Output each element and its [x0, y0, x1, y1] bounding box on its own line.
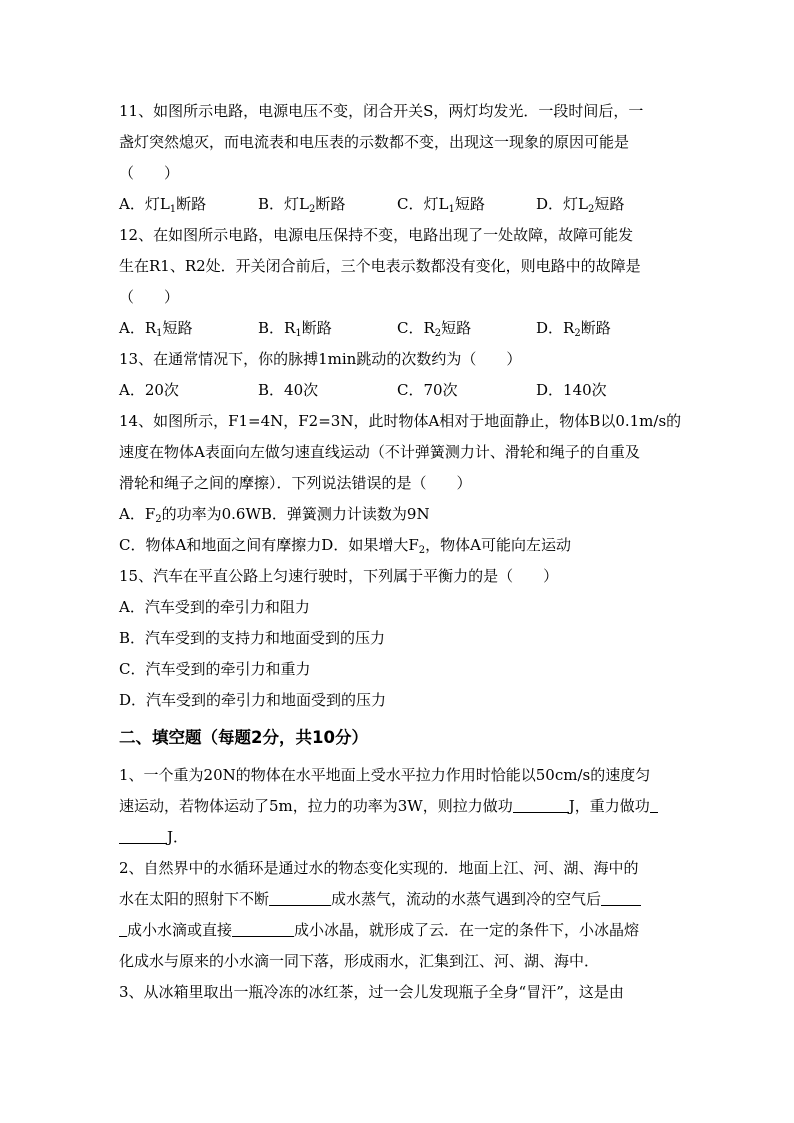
option-d: D．$R_2$断路 [536, 319, 611, 339]
question-text: 13、在通常情况下，你的脉搏1min跳动的次数约为（ ） [119, 350, 522, 368]
option-d: D．汽车受到的牵引力和地面受到的压力 [119, 691, 387, 709]
question-text: 速运动，若物体运动了5m，拉力的功率为3W，则拉力做功 J，重力做功 [119, 791, 679, 822]
question-text: 成小水滴或直接 成小冰晶，就形成了云．在一定的条件下，小冰晶熔 [119, 915, 679, 946]
question-text: 15、汽车在平直公路上匀速行驶时，下列属于平衡力的是（ ） [119, 567, 559, 585]
question-text: 生在R1、R2处．开关闭合前后，三个电表示数都没有变化，则电路中的故障是 [119, 257, 641, 275]
option-d: D．140次 [536, 381, 607, 399]
exam-page [119, 96, 682, 1008]
options-row [119, 189, 679, 220]
question-text: 化成水与原来的小水滴一同下落，形成雨水，汇集到江、河、湖、海中． [119, 952, 600, 970]
question-11 [119, 96, 679, 220]
question-text: 3、从冰箱里取出一瓶冷冻的冰红茶，过一会儿发现瓶子全身“冒汗”，这是由 [119, 983, 624, 1001]
question-text: 11、如图所示电路，电源电压不变，闭合开关S，两灯均发光．一段时间后，一 [119, 102, 644, 120]
option-b: B．40次 [258, 381, 319, 399]
question-text: 14、如图所示，F1=4N，F2=3N，此时物体A相对于地面静止，物体B以0.1m/s的 [119, 412, 682, 430]
answer-blank[interactable] [119, 829, 167, 844]
question-12 [119, 220, 679, 344]
options-ab: A．$F_2$的功率为0.6WB．弹簧测力计读数为9N [119, 505, 430, 525]
answer-blank[interactable] [232, 922, 294, 937]
option-c: C．汽车受到的牵引力和重力 [119, 660, 311, 678]
option-a: A．$R_1$短路 [119, 319, 193, 339]
answer-blank[interactable] [650, 798, 658, 813]
question-14 [119, 406, 682, 561]
option-b: B．汽车受到的支持力和地面受到的压力 [119, 629, 386, 647]
option-a: A．20次 [119, 381, 179, 399]
question-15 [119, 561, 679, 716]
question-text: J． [119, 822, 679, 853]
question-text: 滑轮和绳子之间的摩擦）．下列说法错误的是（ ） [119, 474, 472, 492]
question-text: 2、自然界中的水循环是通过水的物态变化实现的．地面上江、河、湖、海中的 [119, 859, 639, 877]
fill-question-2 [119, 853, 679, 977]
option-a: A．汽车受到的牵引力和阻力 [119, 598, 310, 616]
option-c: C．70次 [397, 381, 458, 399]
question-text: 1、一个重为20N的物体在水平地面上受水平拉力作用时恰能以50cm/s的速度匀 [119, 766, 651, 784]
question-text: 盏灯突然熄灭，而电流表和电压表的示数都不变，出现这一现象的原因可能是 [119, 133, 630, 151]
answer-blank[interactable] [513, 798, 569, 813]
option-b: B．$R_1$断路 [258, 319, 332, 339]
option-a: A．灯$L_1$断路 [119, 195, 207, 215]
question-text: 12、在如图所示电路，电源电压保持不变，电路出现了一处故障，故障可能发 [119, 226, 634, 244]
answer-paren: （ ） [119, 288, 180, 306]
option-b: B．灯$L_2$断路 [258, 195, 346, 215]
section-heading: 二、填空题（每题2分，共10分） [119, 728, 368, 747]
option-c: C．灯$L_1$短路 [397, 195, 485, 215]
question-text: 速度在物体A表面向左做匀速直线运动（不计弹簧测力计、滑轮和绳子的自重及 [119, 443, 640, 461]
question-13 [119, 344, 679, 406]
fill-question-1 [119, 760, 679, 853]
answer-blank[interactable] [119, 922, 127, 937]
options-row [119, 313, 679, 344]
options-row [119, 375, 679, 406]
option-c: C．$R_2$短路 [397, 319, 472, 339]
answer-blank[interactable] [601, 891, 641, 906]
question-text: 水在太阳的照射下不断 成水蒸气，流动的水蒸气遇到冷的空气后 [119, 884, 679, 915]
answer-blank[interactable] [269, 891, 331, 906]
options-cd: C．物体A和地面之间有摩擦力D．如果增大$F_2$，物体A可能向左运动 [119, 536, 571, 556]
answer-paren: （ ） [119, 164, 180, 182]
option-d: D．灯$L_2$短路 [536, 195, 625, 215]
fill-question-3 [119, 977, 679, 1008]
